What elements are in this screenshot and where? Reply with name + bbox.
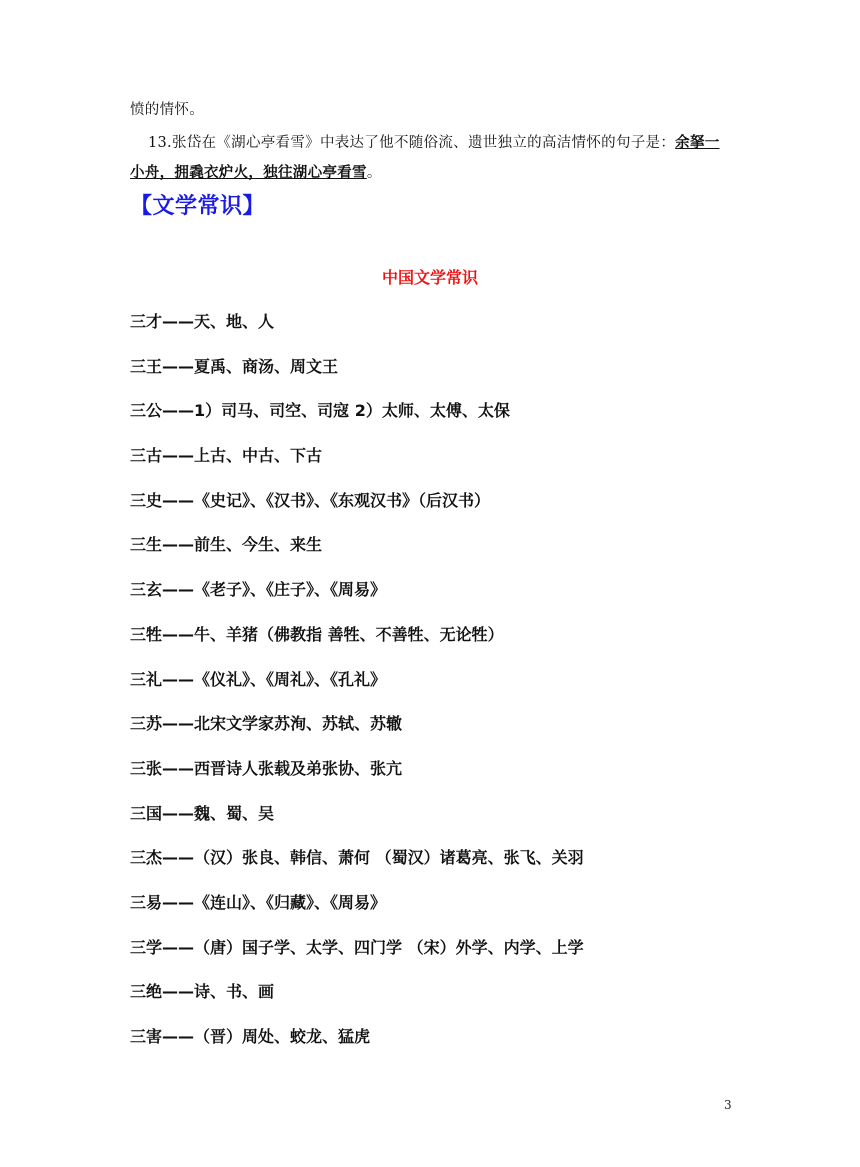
list-item: 三苏——北宋文学家苏洵、苏轼、苏辙 [130,714,403,734]
continuation-text: 愤的情怀。 [130,102,204,118]
list-item: 三礼——《仪礼》、《周礼》、《孔礼》 [130,669,387,689]
literature-knowledge-list [130,300,750,1060]
page-number: 3 [724,1098,732,1112]
list-item: 三史——《史记》、《汉书》、《东观汉书》（后汉书） [130,490,491,510]
list-item: 三王——夏禹、商汤、周文王 [130,356,339,376]
list-item: 三才——天、地、人 [130,312,275,331]
list-item: 三古——上古、中古、下古 [130,446,323,466]
list-item: 三玄——《老子》、《庄子》、《周易》 [130,580,387,600]
list-item: 三学——（唐）国子学、太学、四门学 （宋）外学、内学、上学 [130,937,584,957]
section-subtitle: 中国文学常识 [381,268,478,287]
question-13-paragraph [130,128,730,188]
list-item: 三杰——（汉）张良、韩信、萧何 （蜀汉）诸葛亮、张飞、关羽 [130,848,584,868]
question-13-end: 。 [366,165,382,181]
list-item: 三公——1）司马、司空、司寇 2）太师、太傅、太保 [130,401,510,421]
list-item: 三张——西晋诗人张载及弟张协、张亢 [130,758,403,778]
list-item: 三绝——诗、书、画 [130,982,275,1002]
list-item: 三牲——牛、羊猪（佛教指 善牲、不善牲、无论牲） [130,624,504,644]
list-item: 三害——（晋）周处、蛟龙、猛虎 [130,1027,371,1046]
question-13-text: 13.张岱在《湖心亭看雪》中表达了他不随俗流、遗世独立的高洁情怀的句子是： [148,135,676,151]
section-heading: 【文学常识】 [130,194,266,219]
list-item: 三易——《连山》、《归藏》、《周易》 [130,892,387,912]
list-item: 三生——前生、今生、来生 [130,535,323,555]
question-13-answer: 余拏一小舟，拥毳衣炉火，独往湖心亭看雪 [130,134,720,181]
list-item: 三国——魏、蜀、吴 [130,803,275,823]
continuation-paragraph [130,96,730,125]
